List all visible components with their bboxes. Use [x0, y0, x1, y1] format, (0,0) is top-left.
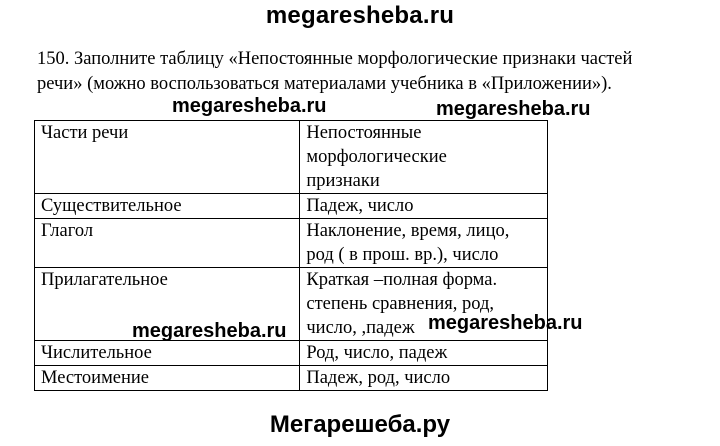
watermark-mid-right: megaresheba.ru: [436, 98, 591, 120]
task-line-1: 150. Заполните таблицу «Непостоянные морфологические признаки частей: [37, 49, 633, 69]
header-features-line: признаки: [306, 171, 380, 191]
features-line: Падеж, число: [306, 196, 414, 216]
table-row: [35, 194, 548, 219]
part-of-speech-cell: Существительное: [35, 194, 300, 219]
features-line: Род, число, падеж: [306, 343, 448, 363]
part-of-speech-cell: Числительное: [35, 341, 300, 366]
features-line: Краткая –полная форма.: [306, 270, 498, 290]
header-parts-of-speech: Части речи: [35, 121, 300, 194]
header-features-line: Непостоянные: [306, 123, 422, 143]
table-row: [35, 366, 548, 391]
features-line: Наклонение, время, лицо,: [306, 221, 510, 241]
features-cell: [300, 194, 548, 219]
table-row: [35, 219, 548, 268]
watermark-bottom: Мегарешеба.ру: [269, 411, 451, 438]
features-line: степень сравнения, род,: [306, 294, 495, 314]
features-line: число, ,падеж: [306, 318, 415, 338]
watermark-low-left: megaresheba.ru: [132, 320, 287, 342]
header-features: [300, 121, 548, 194]
part-of-speech-cell: Глагол: [35, 219, 300, 268]
features-cell: [300, 219, 548, 268]
task-text: [37, 47, 697, 97]
features-line: род ( в прош. вр.), число: [306, 245, 499, 265]
features-cell: [300, 341, 548, 366]
task-line-2: речи» (можно воспользоваться материалами учебника в «Приложении»).: [37, 74, 612, 94]
watermark-low-right: megaresheba.ru: [428, 312, 583, 334]
parts-of-speech-table: [34, 120, 548, 391]
part-of-speech-cell: Прилагательное: [35, 268, 300, 341]
table-row: [35, 341, 548, 366]
features-cell: [300, 366, 548, 391]
watermark-mid-left: megaresheba.ru: [172, 95, 327, 117]
features-line: Падеж, род, число: [306, 368, 451, 388]
header-features-line: морфологические: [306, 147, 447, 167]
watermark-top: megaresheba.ru: [265, 2, 455, 29]
part-of-speech-cell: Местоимение: [35, 366, 300, 391]
table-header-row: [35, 121, 548, 194]
